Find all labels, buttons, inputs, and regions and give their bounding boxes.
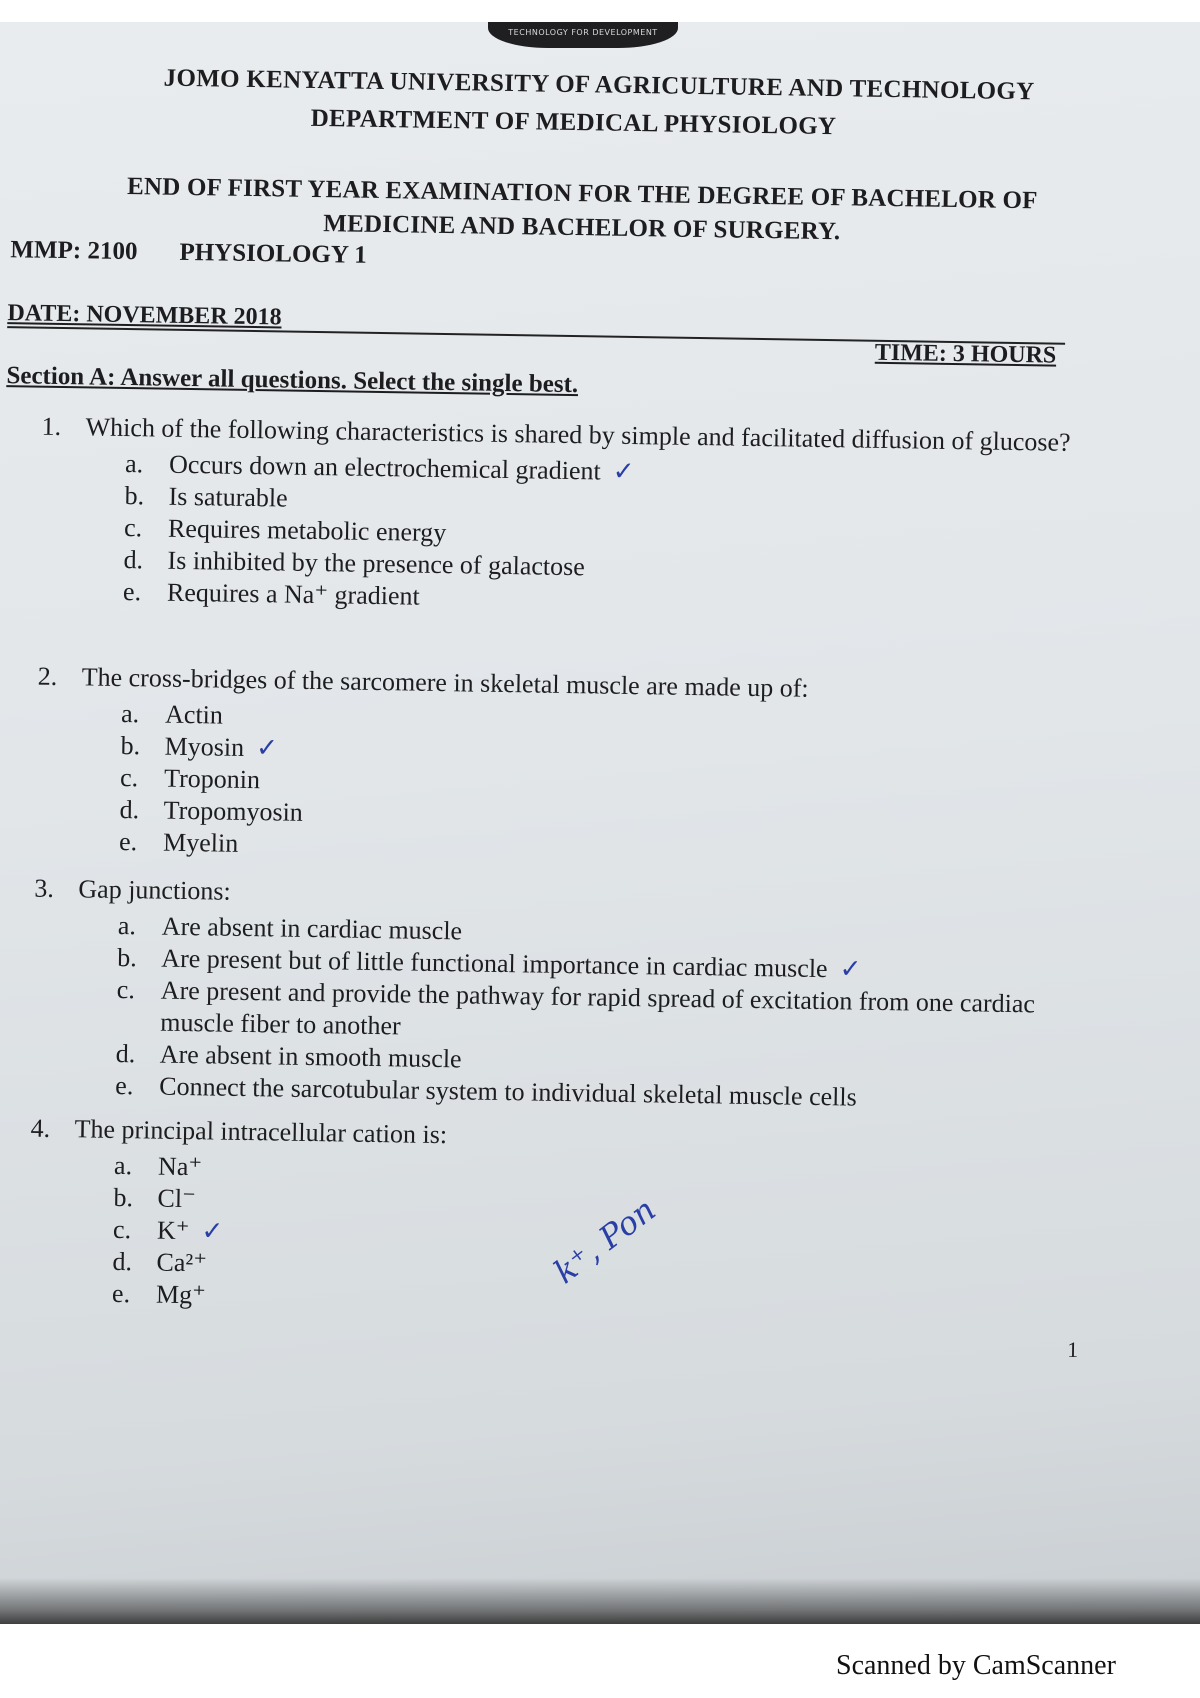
option-letter: e. <box>111 1278 131 1309</box>
exam-sheet <box>0 22 1200 1624</box>
exam-title-line2: MEDICINE AND BACHELOR OF SURGERY. <box>323 210 841 246</box>
option-text: Na⁺ <box>157 1151 203 1182</box>
course-line <box>10 236 367 270</box>
option-text: Troponin <box>163 763 261 795</box>
question-2 <box>0 660 1130 874</box>
scanner-watermark: Scanned by CamScanner <box>836 1650 1116 1681</box>
option-list <box>0 696 1129 874</box>
option-text: Requires metabolic energy <box>167 513 447 548</box>
question-number: 3. <box>34 873 55 903</box>
exam-time: TIME: 3 HOURS <box>874 339 1057 369</box>
exam-date: DATE: NOVEMBER 2018 <box>7 300 282 331</box>
option-text: Myosin <box>164 731 245 762</box>
option-text: Are present and provide the pathway for rapid spread of excitation from one cardiac muscle fiber to another <box>160 975 1036 1041</box>
option-letter: b. <box>120 730 141 761</box>
question-number: 1. <box>41 411 62 442</box>
option-letter: d. <box>119 794 140 825</box>
check-mark-icon: ✓ <box>255 733 279 764</box>
exam-title-line1: END OF FIRST YEAR EXAMINATION FOR THE DEGREE OF BACHELOR OF <box>126 173 1038 215</box>
option-letter: d. <box>123 545 144 575</box>
question-3 <box>0 872 1127 1118</box>
option-letter: a. <box>124 449 144 479</box>
option-text: Cl⁻ <box>157 1183 197 1214</box>
option-letter: c. <box>112 1214 132 1245</box>
option-text: Myelin <box>162 827 239 858</box>
photo-edge-shadow <box>0 1578 1200 1624</box>
university-name: JOMO KENYATTA UNIVERSITY OF AGRICULTURE AND TECHNOLOGY <box>163 64 1035 106</box>
option-letter: c. <box>119 762 139 793</box>
option-letter: c. <box>123 513 143 543</box>
option-letter: b. <box>124 481 145 511</box>
page-number: 1 <box>1067 1336 1079 1363</box>
check-mark-icon: ✓ <box>839 954 862 985</box>
question-4 <box>0 1112 1123 1326</box>
question-text: The cross-bridges of the sarcomere in skeletal muscle are made up of: <box>81 662 809 703</box>
course-name: PHYSIOLOGY 1 <box>179 238 367 269</box>
option-letter: b. <box>117 942 138 973</box>
question-number: 4. <box>30 1113 51 1143</box>
option-text: Is saturable <box>168 481 288 513</box>
check-mark-icon: ✓ <box>612 456 635 488</box>
option-text: Connect the sarcotubular system to individual skeletal muscle cells <box>159 1071 857 1112</box>
option-letter: c. <box>116 974 136 1005</box>
option-list <box>0 1148 1122 1326</box>
option-letter: a. <box>120 698 140 729</box>
option-text: Mg⁺ <box>155 1279 207 1310</box>
option-text: Requires a Na⁺ gradient <box>166 577 420 611</box>
option-letter: e. <box>115 1070 134 1101</box>
option-letter: b. <box>113 1182 134 1213</box>
section-title: Section A: Answer all questions. Select the single best. <box>6 362 579 399</box>
scanned-page-photo <box>0 22 1200 1624</box>
option-text: Are present but of little functional importance in cardiac muscle <box>161 943 828 984</box>
option-letter: a. <box>113 1150 133 1181</box>
option-text: Ca²⁺ <box>156 1247 208 1278</box>
question-text: Which of the following characteristics is shared by simple and facilitated diffusion of glucose? <box>85 412 1071 457</box>
option-letter: d. <box>112 1246 133 1277</box>
question-1 <box>0 410 1134 624</box>
option-letter: a. <box>117 910 137 941</box>
option-text: Tropomyosin <box>163 795 304 827</box>
option-text: Is inhibited by the presence of galactose <box>167 545 586 582</box>
option-list <box>0 908 1126 1118</box>
question-number: 2. <box>37 661 58 691</box>
department-name: DEPARTMENT OF MEDICAL PHYSIOLOGY <box>310 104 837 141</box>
option-list <box>0 446 1133 624</box>
option-text: Actin <box>164 699 224 730</box>
option-text: Are absent in cardiac muscle <box>161 911 463 946</box>
option-text: Occurs down an electrochemical gradient <box>168 449 601 486</box>
option-letter: d. <box>115 1038 136 1069</box>
option-text: K⁺ <box>156 1215 190 1246</box>
option-text: Are absent in smooth muscle <box>159 1039 462 1074</box>
question-text: The principal intracellular cation is: <box>74 1114 448 1150</box>
option-letter: e. <box>122 577 142 607</box>
university-logo-strip: TECHNOLOGY FOR DEVELOPMENT <box>488 22 678 48</box>
check-mark-icon: ✓ <box>201 1216 224 1247</box>
option-letter: e. <box>118 826 138 857</box>
question-text: Gap junctions: <box>78 874 231 906</box>
handwritten-note: k⁺, Pon <box>546 1190 663 1292</box>
course-code: MMP: 2100 <box>10 236 138 266</box>
